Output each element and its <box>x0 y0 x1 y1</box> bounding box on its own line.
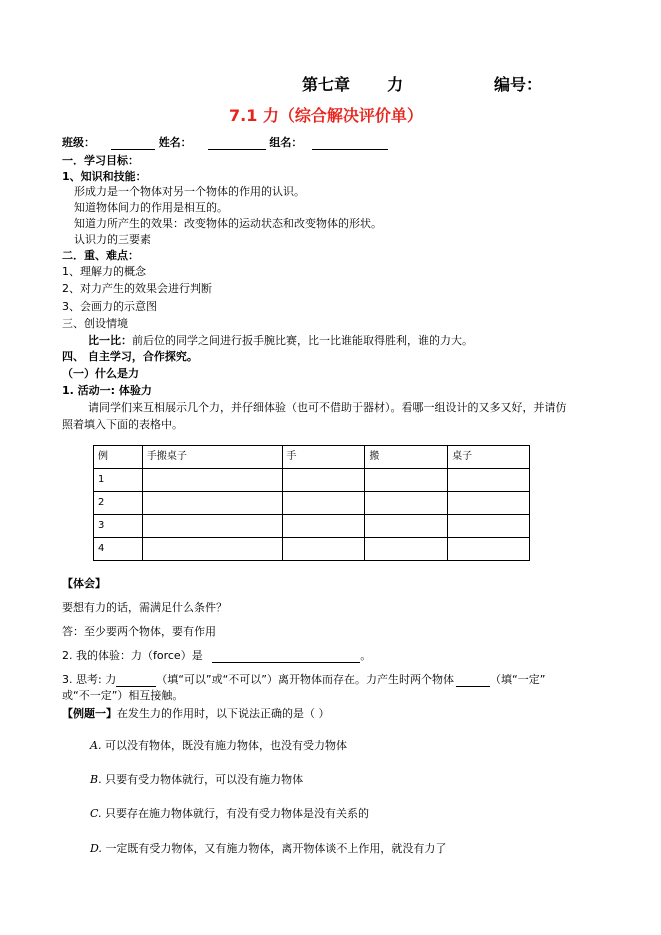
group-label: 组名： <box>269 136 303 149</box>
table-cell[interactable] <box>448 492 530 515</box>
table-cell[interactable] <box>365 492 448 515</box>
table-cell[interactable] <box>282 492 365 515</box>
table-header-cell: 例 <box>94 446 143 469</box>
table-header-cell: 手搬桌子 <box>142 446 282 469</box>
table-cell[interactable] <box>142 515 282 538</box>
option-text: 只要存在施力物体就行，有没有受力物体是没有关系的 <box>105 807 370 820</box>
compare-line <box>88 334 473 348</box>
experience-answer: 答：至少要两个物体，要有作用 <box>62 625 216 638</box>
key-point-item: 1、理解力的概念 <box>62 265 146 278</box>
example-1-question: 在发生力的作用时，以下说法正确的是（ ） <box>117 707 330 720</box>
goal-item: 知道物体间力的作用是相互的。 <box>74 201 228 214</box>
table-row <box>94 492 530 515</box>
item-3-part-3: （填“一定” <box>490 673 546 686</box>
section-2-title: 二．重、难点： <box>62 249 139 262</box>
item-2-end: 。 <box>360 649 372 662</box>
key-point-item: 2、对力产生的效果会进行判断 <box>62 282 212 295</box>
option-text: 一定既有受力物体，又有施力物体，离开物体谈不上作用，就没有力了 <box>105 842 447 855</box>
table-cell[interactable] <box>365 538 448 561</box>
option-c[interactable] <box>90 807 369 821</box>
goal-item: 知道力所产生的效果：改变物体的运动状态和改变物体的形状。 <box>74 217 382 230</box>
section-1-title: 一．学习目标： <box>62 154 139 167</box>
table-cell[interactable] <box>282 515 365 538</box>
table-cell[interactable] <box>142 469 282 492</box>
table-header-cell: 手 <box>282 446 365 469</box>
section-4-sub-title: （一）什么是力 <box>62 367 139 380</box>
table-cell[interactable] <box>282 538 365 561</box>
option-letter: C. <box>90 807 102 820</box>
table-row <box>94 469 530 492</box>
experience-question: 要想有力的话，需满足什么条件？ <box>62 601 227 614</box>
option-text: 只要有受力物体就行，可以没有施力物体 <box>105 773 304 786</box>
activity-title: 1. 活动一: 体验力 <box>62 384 152 397</box>
key-point-item: 3、会画力的示意图 <box>62 300 157 313</box>
table-cell[interactable] <box>142 538 282 561</box>
force-definition-blank[interactable] <box>212 650 360 663</box>
item-3-part-1: 3. 思考: 力 <box>62 673 117 686</box>
item-3-line-1 <box>62 673 545 687</box>
option-letter: D. <box>90 842 102 855</box>
option-letter: A. <box>90 739 102 752</box>
number-label: 编号： <box>494 75 543 94</box>
item-3-line-2: 或“不一定”）相互接触。 <box>62 689 184 702</box>
table-cell[interactable] <box>448 515 530 538</box>
goal-item: 认识力的三要素 <box>74 233 151 246</box>
item-3-blank-2[interactable] <box>456 674 490 687</box>
example-1-label: 【例题一】 <box>62 707 117 720</box>
info-row <box>62 136 388 150</box>
option-a[interactable] <box>90 739 347 753</box>
table-row-label: 4 <box>94 538 143 561</box>
table-row-label: 2 <box>94 492 143 515</box>
section-4-title: 四、 自主学习，合作探究。 <box>62 350 198 363</box>
table-cell[interactable] <box>282 469 365 492</box>
item-3-part-2: （填“可以”或“不可以”）离开物体而存在。力产生时两个物体 <box>156 673 454 686</box>
option-letter: B. <box>90 773 102 786</box>
table-row <box>94 538 530 561</box>
table-row-label: 1 <box>94 469 143 492</box>
activity-text-line-1: 请同学们来互相展示几个力，并仔细体验（也可不借助于器材）。看哪一组设计的又多又好，并请仿 <box>88 401 567 414</box>
table-cell[interactable] <box>365 469 448 492</box>
table-header-row <box>94 446 530 469</box>
class-blank[interactable] <box>111 137 155 150</box>
name-blank[interactable] <box>208 137 266 150</box>
chapter-label: 第七章 <box>302 75 351 94</box>
table-cell[interactable] <box>142 492 282 515</box>
compare-label: 比一比： <box>88 334 132 347</box>
table-header-cell: 搬 <box>365 446 448 469</box>
option-text: 可以没有物体，既没有施力物体，也没有受力物体 <box>104 739 347 752</box>
table-row-label: 3 <box>94 515 143 538</box>
chapter-title <box>302 75 403 95</box>
compare-text: 前后位的同学之间进行扳手腕比赛，比一比谁能取得胜利，谁的力大。 <box>132 334 473 347</box>
experience-table <box>93 445 530 561</box>
table-cell[interactable] <box>365 515 448 538</box>
goal-item: 形成力是一个物体对另一个物体的作用的认识。 <box>74 185 305 198</box>
name-label: 姓名： <box>158 136 192 149</box>
item-3-blank-1[interactable] <box>116 674 156 687</box>
group-blank[interactable] <box>312 137 388 150</box>
class-label: 班级： <box>62 136 95 149</box>
item-2-text: 2. 我的体验：力（force）是 <box>62 649 203 662</box>
activity-text-line-2: 照着填入下面的表格中。 <box>62 418 183 431</box>
table-cell[interactable] <box>448 538 530 561</box>
section-3-title: 三、创设情境 <box>62 317 128 330</box>
lesson-subtitle: 7.1 力（综合解决评价单） <box>229 106 423 125</box>
example-1-line <box>62 707 330 721</box>
table-cell[interactable] <box>448 469 530 492</box>
item-2-line <box>62 649 371 663</box>
table-row <box>94 515 530 538</box>
experience-title: 【体会】 <box>62 577 106 590</box>
option-b[interactable] <box>90 773 303 787</box>
chapter-subject: 力 <box>387 75 404 94</box>
option-d[interactable] <box>90 842 446 856</box>
section-1-sub-title: 1、知识和技能： <box>62 170 147 183</box>
table-header-cell: 桌子 <box>448 446 530 469</box>
